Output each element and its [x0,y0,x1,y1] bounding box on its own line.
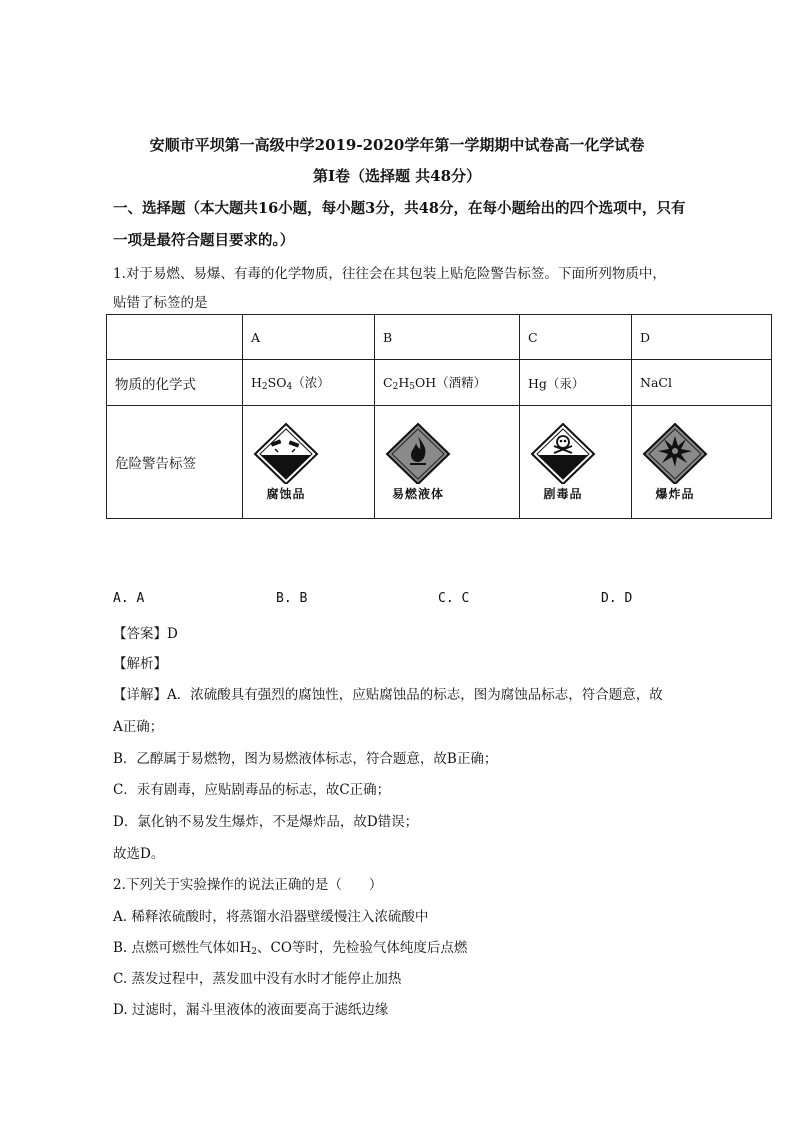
q2-option-b-pre: B. 点燃可燃性气体如H [113,940,252,956]
q1-answer: 【答案】D [113,626,178,642]
formula-b-h: H [398,375,410,390]
q1-detail-line1: 【详解】A．浓硫酸具有强烈的腐蚀性，应贴腐蚀品的标志，图为腐蚀品标志，符合题意，故 [113,687,663,703]
q2-option-c: C. 蒸发过程中，蒸发皿中没有水时才能停止加热 [113,971,402,987]
section-instructions-line1: 一、选择题（本大题共16小题，每小题3分，共48分，在每小题给出的四个选项中，只有 [113,200,686,217]
q2-option-b-post: 、CO等时，先检验气体纯度后点燃 [257,940,468,956]
table-header-a: A [243,315,375,360]
exam-title: 安顺市平坝第一高级中学2019-2020学年第一学期期中试卷高一化学试卷 [149,136,645,154]
flammable-caption: 易燃液体 [391,487,444,501]
formula-row [107,360,772,406]
formula-c: Hg（汞） [520,360,632,406]
formula-a-note: （浓） [292,375,330,390]
formula-b-sub2: 5 [409,382,415,392]
formula-a-sub1: 2 [261,382,268,392]
corrosive-icon [251,422,321,484]
formula-b-c: C [383,375,393,390]
hazard-cell-c [520,406,632,519]
formula-b [375,360,520,406]
q1-detail-c: C．汞有剧毒，应贴剧毒品的标志，故C正确； [113,782,391,798]
q1-stem-line2: 贴错了标签的是 [113,295,208,311]
q1-conclusion: 故选D。 [113,846,165,862]
flame-icon [383,422,453,484]
q2-option-d: D. 过滤时，漏斗里液体的液面要高于滤纸边缘 [113,1002,389,1018]
toxic-sign [528,422,598,502]
formula-a [243,360,375,406]
q1-detail-d: D．氯化钠不易发生爆炸，不是爆炸品，故D错误； [113,814,419,830]
q1-option-c: C. C [438,591,470,606]
hazard-cell-a [243,406,375,519]
formula-d: NaCl [632,360,772,406]
hazard-row-label: 危险警告标签 [107,406,243,519]
q1-detail-b: B．乙醇属于易燃物，图为易燃液体标志，符合题意，故B正确； [113,751,498,767]
q2-option-b [113,936,467,957]
q1-option-d: D. D [601,591,633,606]
table-header-row [107,315,772,360]
table-cell-empty [107,315,243,360]
section-subtitle: 第Ⅰ卷（选择题 共48分） [312,167,482,185]
table-header-b: B [375,315,520,360]
explosive-sign [640,422,710,502]
explosion-icon [640,422,710,484]
q1-option-b: B. B [276,591,308,606]
q2-option-a: A. 稀释浓硫酸时，将蒸馏水沿器壁缓慢注入浓硫酸中 [113,909,429,925]
q1-analysis-title: 【解析】 [113,656,167,672]
toxic-caption: 剧毒品 [543,487,583,501]
hazard-cell-d [632,406,772,519]
q1-detail-line2: A正确； [113,719,164,735]
hazard-table [106,314,772,519]
formula-row-label: 物质的化学式 [107,360,243,406]
q1-stem-line1: 1.对于易燃、易爆、有毒的化学物质，往往会在其包装上贴危险警告标签。下面所列物质中， [113,266,666,282]
formula-a-so: SO [267,375,287,390]
explosive-caption: 爆炸品 [655,487,695,501]
skull-icon [528,422,598,484]
formula-b-tail: OH（酒精） [414,375,487,390]
formula-a-h: H [251,375,262,390]
corrosive-caption: 腐蚀品 [266,487,306,501]
q2-stem: 2.下列关于实验操作的说法正确的是（ ） [113,877,383,893]
section-instructions-line2: 一项是最符合题目要求的。） [113,232,295,249]
corrosive-sign [251,422,321,502]
formula-b-sub1: 2 [392,382,399,392]
table-header-c: C [520,315,632,360]
hazard-label-row [107,406,772,519]
table-header-d: D [632,315,772,360]
q1-option-a: A. A [113,591,145,606]
hazard-cell-b [375,406,520,519]
q2-option-b-sub: 2 [251,947,258,957]
flammable-sign [383,422,453,502]
formula-a-sub2: 4 [286,382,293,392]
